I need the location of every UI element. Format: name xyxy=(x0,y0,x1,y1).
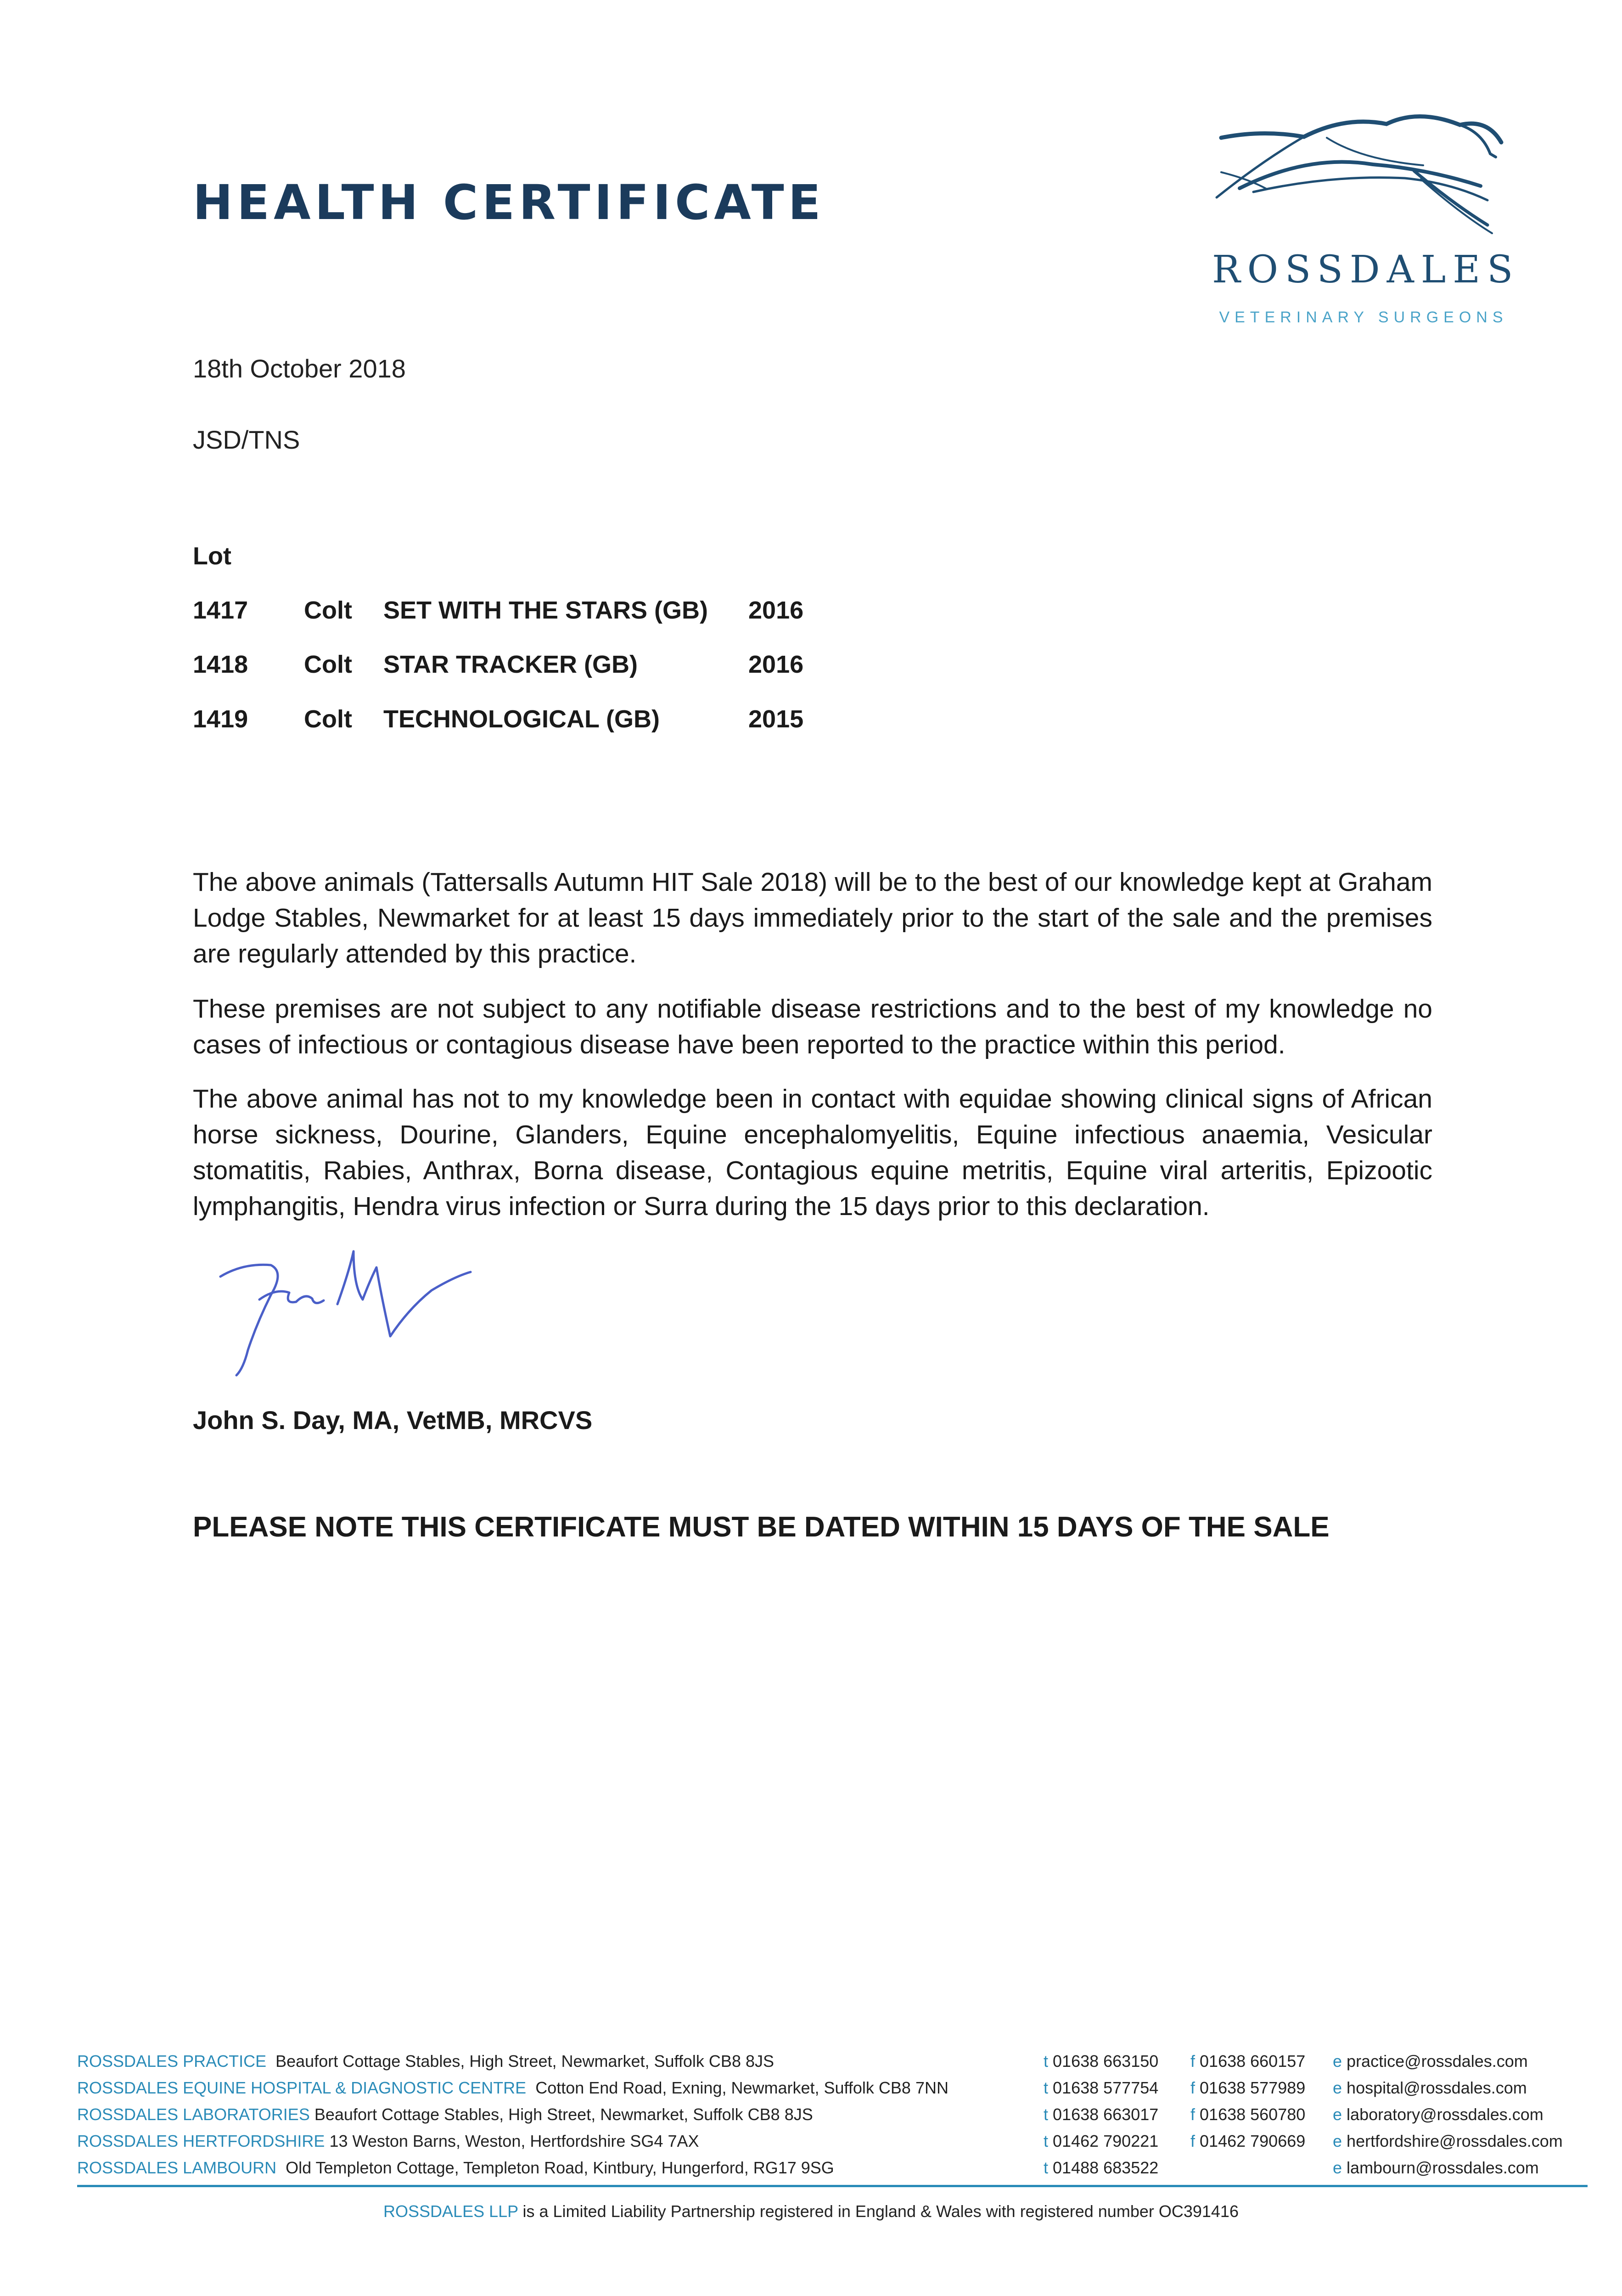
office-address: 13 Weston Barns, Weston, Hertfordshire SG4 7AX xyxy=(329,2132,699,2150)
fax-label: f xyxy=(1190,2078,1195,2097)
office-fax: 01638 560780 xyxy=(1200,2105,1306,2124)
footer-office-row xyxy=(77,2132,1601,2158)
office-name: ROSSDALES EQUINE HOSPITAL & DIAGNOSTIC CENTRE xyxy=(77,2078,527,2097)
fax-label: f xyxy=(1190,2132,1195,2150)
document-date: 18th October 2018 xyxy=(193,354,406,383)
office-tel: 01488 683522 xyxy=(1053,2158,1159,2177)
office-email[interactable]: practice@rossdales.com xyxy=(1347,2052,1528,2071)
lot-number: 1419 xyxy=(193,705,248,733)
lot-sex: Colt xyxy=(304,705,352,733)
paragraph-premises: The above animals (Tattersalls Autumn HIT Sale 2018) will be to the best of our knowledge kept at Graham Lodge Stables, Newmarket for at least 15 days immediately prior to the start of the sale and the premises are regularly attended by this practice. xyxy=(193,867,1432,968)
tel-label: t xyxy=(1044,2105,1049,2124)
document-reference: JSD/TNS xyxy=(193,425,300,454)
office-name: ROSSDALES HERTFORDSHIRE xyxy=(77,2132,325,2150)
footer-divider xyxy=(77,2185,1588,2187)
llp-text: is a Limited Liability Partnership registered in England & Wales with registered number OC391416 xyxy=(522,2202,1239,2221)
office-address: Beaufort Cottage Stables, High Street, Newmarket, Suffolk CB8 8JS xyxy=(314,2105,813,2124)
office-tel: 01638 663017 xyxy=(1053,2105,1159,2124)
office-address: Old Templeton Cottage, Templeton Road, Kintbury, Hungerford, RG17 9SG xyxy=(286,2158,834,2177)
lot-header: Lot xyxy=(193,542,231,570)
office-tel: 01638 663150 xyxy=(1053,2052,1159,2071)
llp-name: ROSSDALES LLP xyxy=(383,2202,518,2221)
office-address: Beaufort Cottage Stables, High Street, Newmarket, Suffolk CB8 8JS xyxy=(275,2052,774,2071)
lot-horse-name: TECHNOLOGICAL (GB) xyxy=(383,705,660,733)
lot-sex: Colt xyxy=(304,651,352,678)
lot-year: 2015 xyxy=(748,705,804,733)
logo-subtitle: VETERINARY SURGEONS xyxy=(1219,309,1508,326)
fax-label: f xyxy=(1190,2052,1195,2071)
office-name: ROSSDALES PRACTICE xyxy=(77,2052,267,2071)
tel-label: t xyxy=(1044,2132,1049,2150)
lot-number: 1417 xyxy=(193,597,248,624)
footer-office-row xyxy=(77,2105,1601,2132)
tel-label: t xyxy=(1044,2158,1049,2177)
tel-label: t xyxy=(1044,2052,1049,2071)
office-fax: 01462 790669 xyxy=(1200,2132,1306,2150)
email-label: e xyxy=(1333,2078,1342,2097)
office-name: ROSSDALES LAMBOURN xyxy=(77,2158,277,2177)
office-email[interactable]: laboratory@rossdales.com xyxy=(1347,2105,1543,2124)
office-email[interactable]: lambourn@rossdales.com xyxy=(1347,2158,1539,2177)
tel-label: t xyxy=(1044,2078,1049,2097)
lot-sex: Colt xyxy=(304,597,352,624)
document-title: HEALTH CERTIFICATE xyxy=(193,174,825,231)
horse-logo-icon xyxy=(1212,110,1515,248)
footer-office-row xyxy=(77,2158,1601,2185)
paragraph-restrictions: These premises are not subject to any notifiable disease restrictions and to the best of my knowledge no cases of infectious or contagious disease have been reported to the practice within this period. xyxy=(193,994,1432,1059)
lot-horse-name: SET WITH THE STARS (GB) xyxy=(383,597,708,624)
fax-label: f xyxy=(1190,2105,1195,2124)
lot-year: 2016 xyxy=(748,651,804,678)
dating-notice: PLEASE NOTE THIS CERTIFICATE MUST BE DATED WITHIN 15 DAYS OF THE SALE xyxy=(193,1511,1330,1543)
office-fax: 01638 660157 xyxy=(1200,2052,1306,2071)
office-tel: 01638 577754 xyxy=(1053,2078,1159,2097)
footer-office-row xyxy=(77,2052,1601,2078)
lot-year: 2016 xyxy=(748,597,804,624)
signature xyxy=(216,1244,500,1378)
footer-office-row xyxy=(77,2078,1601,2105)
email-label: e xyxy=(1333,2105,1342,2124)
office-tel: 01462 790221 xyxy=(1053,2132,1159,2150)
email-label: e xyxy=(1333,2158,1342,2177)
rossdales-logo xyxy=(1212,110,1520,335)
signatory-name: John S. Day, MA, VetMB, MRCVS xyxy=(193,1406,593,1435)
logo-wordmark: ROSSDALES xyxy=(1212,248,1520,292)
lot-number: 1418 xyxy=(193,651,248,678)
llp-statement xyxy=(0,2202,1622,2221)
email-label: e xyxy=(1333,2132,1342,2150)
office-address: Cotton End Road, Exning, Newmarket, Suffolk CB8 7NN xyxy=(535,2078,949,2097)
office-name: ROSSDALES LABORATORIES xyxy=(77,2105,310,2124)
paragraph-disease-contact: The above animal has not to my knowledge been in contact with equidae showing clinical signs of African horse sickness, Dourine, Glanders, Equine encephalomyelitis, Equine infectious anaemia, Vesicular stomatitis, Rabies, Anthrax, Borna disease, Contagious equine metritis, Equine viral arteritis, Epizootic lymphangitis, Hendra virus infection or Surra during the 15 days prior to this declaration. xyxy=(193,1084,1432,1221)
office-fax: 01638 577989 xyxy=(1200,2078,1306,2097)
email-label: e xyxy=(1333,2052,1342,2071)
office-email[interactable]: hospital@rossdales.com xyxy=(1347,2078,1527,2097)
lot-horse-name: STAR TRACKER (GB) xyxy=(383,651,638,678)
office-email[interactable]: hertfordshire@rossdales.com xyxy=(1347,2132,1563,2150)
